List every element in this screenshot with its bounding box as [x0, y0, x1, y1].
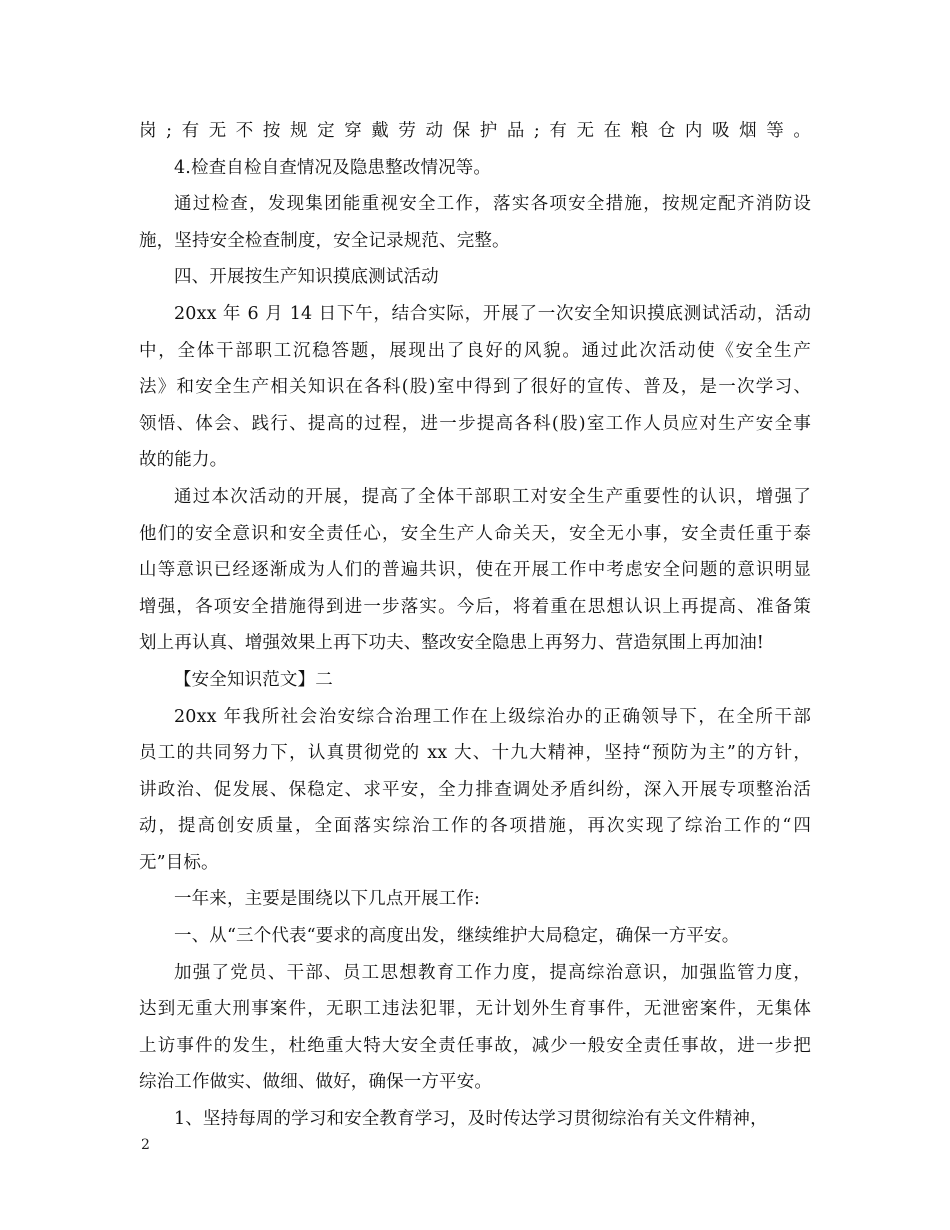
text-line: 4.检查自检自查情况及隐患整改情况等。 — [174, 157, 492, 178]
text-line: 划上再认真、增强效果上再下功夫、整改安全隐患上再努力、营造氛围上再加油! — [139, 633, 764, 654]
text-line: 法》和安全生产相关知识在各科(股)室中得到了很好的宣传、普及，是一次学习、 — [139, 377, 811, 398]
text-line: 员工的共同努力下，认真贯彻党的 xx 大、十九大精神，坚持“预防为主”的方针， — [139, 743, 811, 764]
page-number: 2 — [141, 1137, 150, 1153]
section-heading: 【安全知识范文】二 — [174, 669, 333, 690]
text-line: 故的能力。 — [139, 450, 228, 471]
text-line: 综治工作做实、做细、做好，确保一方平安。 — [139, 1072, 492, 1093]
text-line: 领悟、体会、践行、提高的过程，进一步提高各科(股)室工作人员应对生产安全事 — [139, 413, 811, 434]
text-line: 20xx 年 6 月 14 日下午，结合实际，开展了一次安全知识摸底测试活动，活动 — [174, 303, 811, 324]
text-line: 20xx 年我所社会治安综合治理工作在上级综治办的正确领导下，在全所干部 — [174, 706, 811, 727]
text-line: 他们的安全意识和安全责任心，安全生产人命关天，安全无小事，安全责任重于泰 — [139, 523, 811, 544]
text-line: 加强了党员、干部、员工思想教育工作力度，提高综治意识，加强监管力度， — [174, 962, 811, 983]
text-line: 动，提高创安质量，全面落实综治工作的各项措施，再次实现了综治工作的“四 — [139, 816, 811, 837]
text-line: 上访事件的发生，杜绝重大特大安全责任事故，减少一般安全责任事故，进一步把 — [139, 1035, 811, 1056]
text-line: 无”目标。 — [139, 852, 219, 873]
text-line: 增强，各项安全措施得到进一步落实。今后，将着重在思想认识上再提高、准备策 — [139, 596, 811, 617]
text-line: 通过检查，发现集团能重视安全工作，落实各项安全措施，按规定配齐消防设 — [174, 194, 811, 215]
text-line: 达到无重大刑事案件，无职工违法犯罪，无计划外生育事件，无泄密案件，无集体 — [139, 999, 811, 1020]
text-line: 山等意识已经逐渐成为人们的普遍共识，使在开展工作中考虑安全问题的意识明显 — [139, 560, 811, 581]
text-line: 一年来，主要是围绕以下几点开展工作: — [174, 889, 481, 910]
section-heading: 一、从“三个代表“要求的高度出发，继续维护大局稳定，确保一方平安。 — [174, 926, 740, 947]
text-line: 施，坚持安全检查制度，安全记录规范、完整。 — [139, 230, 510, 251]
text-line: 通过本次活动的开展，提高了全体干部职工对安全生产重要性的认识，增强了 — [174, 486, 811, 507]
section-heading: 四、开展按生产知识摸底测试活动 — [174, 267, 439, 288]
text-line: 讲政治、促发展、保稳定、求平安，全力排查调处矛盾纠纷，深入开展专项整治活 — [139, 779, 811, 800]
text-line: 中，全体干部职工沉稳答题，展现出了良好的风貌。通过此次活动使《安全生产 — [139, 340, 811, 361]
text-line: 1、坚持每周的学习和安全教育学习，及时传达学习贯彻综治有关文件精神， — [174, 1109, 768, 1130]
document-body — [139, 113, 811, 1138]
text-line: 岗;有无不按规定穿戴劳动保护品;有无在粮仓内吸烟等。 — [139, 121, 811, 141]
